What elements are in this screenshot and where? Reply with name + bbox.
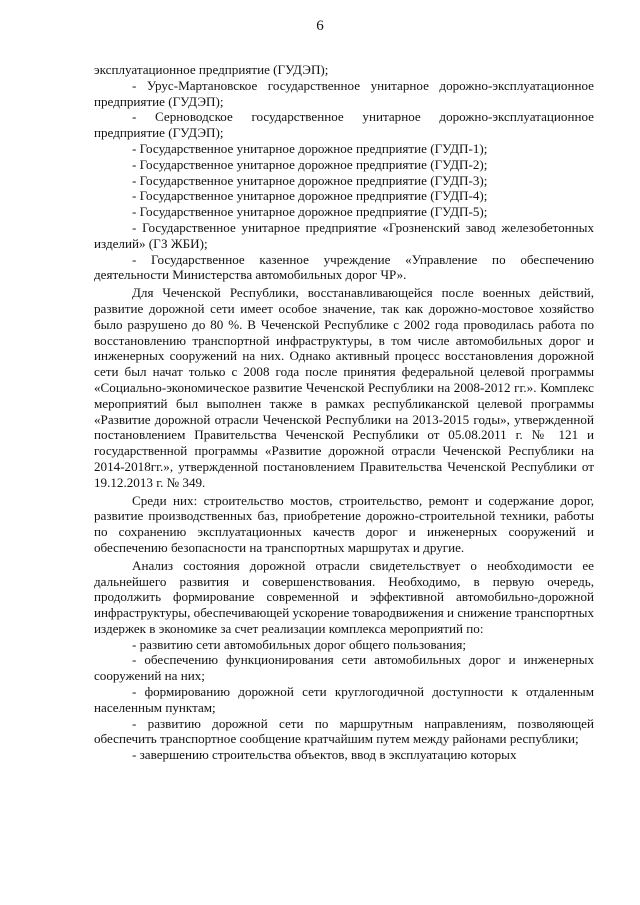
list-item-develop-network: - развитию сети автомобильных дорог общего пользования;	[132, 636, 467, 652]
document-body	[94, 62, 594, 763]
paragraph-analysis: Анализ состояния дорожной отрасли свидетельствует о необходимости ее дальнейшего развития и совершенствования. Необходимо, в первую очередь, продолжить формирование современной и эффективной автомобильно-дорожной инфраструктуры, обеспечивающей ускорение товародвижения и снижение транспортных издержек в экономике за счет реализации комплекса мероприятий по:	[94, 557, 594, 636]
list-item-urus-martan: - Урус-Мартановское государственное унитарное дорожно-эксплуатационное предприятие (ГУДЭП);	[94, 77, 594, 109]
list-item-gudp-2: - Государственное унитарное дорожное предприятие (ГУДП-2);	[132, 156, 488, 172]
list-item-year-round-access: - формированию дорожной сети круглогодичной доступности к отдаленным населенным пунктам;	[94, 684, 594, 715]
list-item-gku-management: - Государственное казенное учреждение «Управление по обеспечению деятельности Министерства автомобильных дорог ЧР».	[94, 251, 594, 283]
paragraph-road-network-history: Для Чеченской Республики, восстанавливающейся после военных действий, развитие дорожной сети имеет особое значение, так как дорожно-мостовое хозяйство было разрушено до 80 %. В Чеченской Республике с 2002 года проводилась работа по восстановлению транспортной инфраструктуры, в том числе автомобильных дорог и инженерных сооружений на них. Однако активный процесс восстановления дорожной сети был начат только с 2008 года после принятия федеральной целевой программы «Социально-экономическое развитие Чеченской Республики на 2008-2012 гг.». Комплекс мероприятий был выполнен также в рамках республиканской целевой программы «Развитие дорожной отрасли Чеченской Республики на 2013-2015 годы», утвержденной постановлением Правительства Чеченской Республики от 05.08.2011 г. № 121 и государственной программы «Развитие дорожной отрасли Чеченской Республики на 2014-2018гг.», утвержденной постановлением Правительства Чеченской Республики от 19.12.2013 г. № 349.	[94, 285, 594, 490]
list-item-gudp-1: - Государственное унитарное дорожное предприятие (ГУДП-1);	[132, 140, 488, 156]
list-item-gudp-5: - Государственное унитарное дорожное предприятие (ГУДП-5);	[132, 204, 488, 220]
list-item-sernovodsk: - Серноводское государственное унитарное дорожно-эксплуатационное предприятие (ГУДЭП);	[94, 109, 594, 141]
list-item-gudp-4: - Государственное унитарное дорожное предприятие (ГУДП-4);	[132, 188, 488, 204]
list-item-gz-zhbi: - Государственное унитарное предприятие «Грозненский завод железобетонных изделий» (ГЗ ЖБИ);	[94, 219, 594, 251]
page-number: 6	[316, 18, 324, 34]
paragraph-continuation: эксплуатационное предприятие (ГУДЭП);	[94, 62, 329, 77]
list-item-complete-construction: - завершению строительства объектов, ввод в эксплуатацию которых	[132, 747, 517, 763]
list-item-route-directions: - развитию дорожной сети по маршрутным направлениям, позволяющей обеспечить транспортное сообщение кратчайшим путем между районами республики;	[94, 715, 594, 747]
list-item-gudp-3: - Государственное унитарное дорожное предприятие (ГУДП-3);	[132, 172, 488, 188]
paragraph-activities: Среди них: строительство мостов, строительство, ремонт и содержание дорог, развитие производственных баз, приобретение дорожно-строительной техники, работы по сохранению эксплуатационных качеств дорог и инженерных сооружений и обеспечению безопасности на транспортных маршрутах и другие.	[94, 492, 594, 555]
list-item-ensure-functioning: - обеспечению функционирования сети автомобильных дорог и инженерных сооружений на них;	[94, 652, 594, 684]
